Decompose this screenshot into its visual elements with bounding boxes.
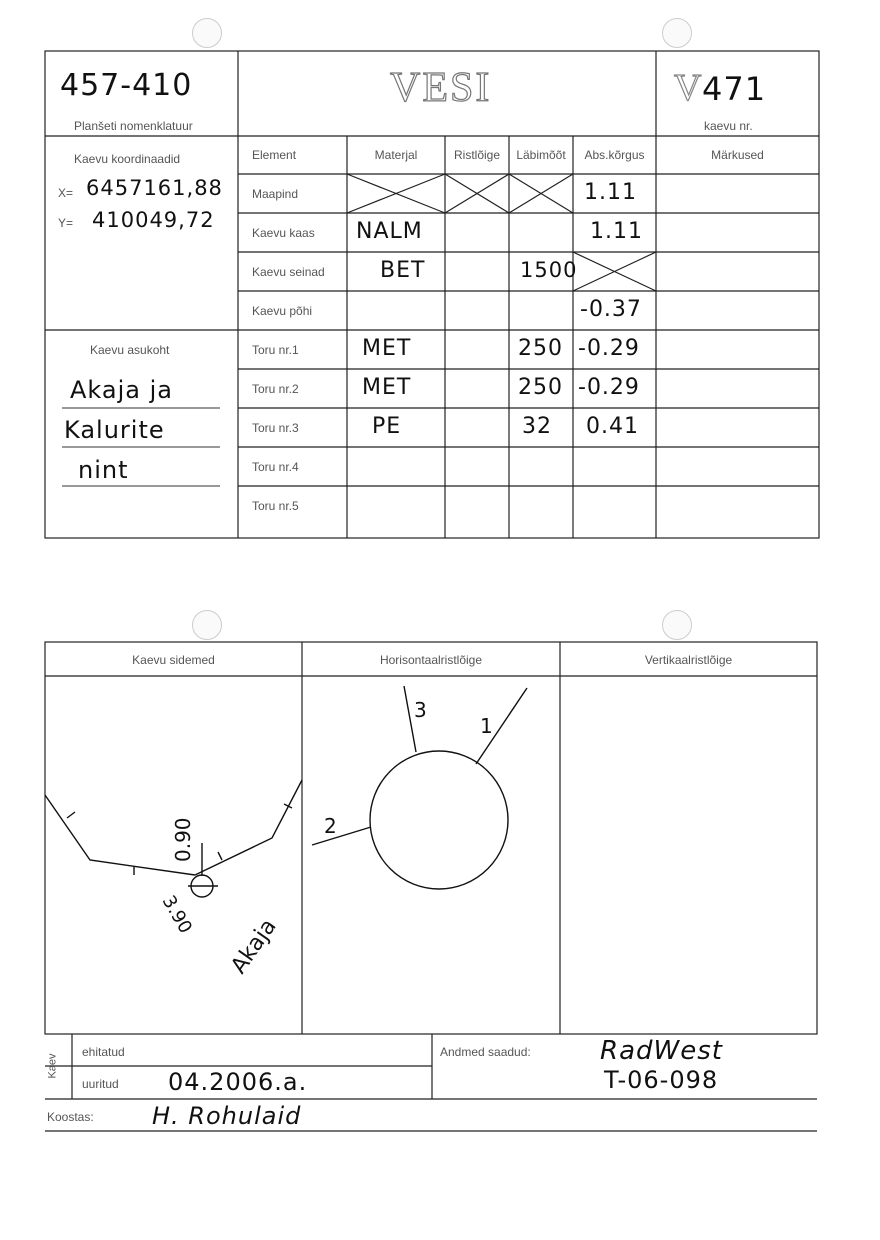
horizontal-title: Horisontaalristlõige [379, 653, 483, 667]
y-label: Y= [58, 216, 74, 230]
table-cell-height: 1.11 [590, 219, 643, 244]
table-cell-material: MET [362, 375, 412, 400]
vertical-title: Vertikaalristlõige [644, 653, 733, 667]
table-row-label: Toru nr.2 [252, 382, 299, 396]
coords-label: Kaevu koordinaadid [74, 152, 181, 166]
location-label: Kaevu asukoht [90, 343, 170, 357]
well-no-label: kaevu nr. [704, 119, 753, 133]
table-cell-material: NALM [356, 219, 423, 244]
well-no-prefix: V [674, 67, 702, 109]
pipe-3-label: 3 [414, 698, 427, 722]
table-cell-diameter: 1500 [520, 258, 578, 282]
location-line-2: Kalurite [64, 416, 165, 444]
surveyed-value: 04.2006.a. [168, 1068, 308, 1096]
table-header-element: Element [252, 148, 297, 162]
dist-2-label: 3.90 [157, 892, 196, 938]
table-cell-height: -0.29 [578, 375, 640, 400]
y-value: 410049,72 [92, 208, 215, 232]
street-label: Akaja [226, 914, 282, 979]
table-cell-material: MET [362, 336, 412, 361]
table-header-diameter: Läbimõõt [516, 148, 566, 162]
data-label: Andmed saadud: [440, 1045, 531, 1059]
compiled-value: H. Rohulaid [152, 1102, 302, 1130]
table-cell-diameter: 250 [518, 336, 563, 361]
table-cell-material: PE [372, 414, 402, 439]
location-line-1: Akaja ja [70, 376, 173, 404]
table-cell-height: -0.29 [578, 336, 640, 361]
built-label: ehitatud [82, 1045, 125, 1059]
compiled-label: Koostas: [47, 1110, 94, 1124]
well-no-value: 471 [702, 70, 767, 108]
form-title: VESI [390, 65, 492, 111]
table-row-label: Toru nr.4 [252, 460, 299, 474]
table-row-label: Toru nr.3 [252, 421, 299, 435]
dist-1-label: 0.90 [171, 817, 195, 862]
x-value: 6457161,88 [86, 176, 223, 200]
table-row-label: Maapind [252, 187, 299, 201]
surveyed-label: uuritud [82, 1077, 119, 1091]
table-cell-height: -0.37 [580, 297, 642, 322]
x-label: X= [58, 186, 74, 200]
table-header-notes: Märkused [711, 148, 764, 162]
data-value-2: T-06-098 [604, 1066, 719, 1094]
pipe-1-label: 1 [480, 714, 493, 738]
table-cell-height: 1.11 [584, 180, 637, 205]
location-line-3: nint [78, 456, 129, 484]
table-row-label: Kaevu põhi [252, 304, 313, 318]
table-cell-height: 0.41 [586, 414, 639, 439]
table-row-label: Toru nr.1 [252, 343, 299, 357]
data-value-1: RadWest [600, 1036, 723, 1066]
pipe-2-label: 2 [324, 814, 337, 838]
nomenclature-value: 457-410 [60, 68, 193, 103]
table-row-label: Kaevu kaas [252, 226, 315, 240]
table-cell-diameter: 32 [522, 414, 552, 439]
table-header-material: Materjal [374, 148, 418, 162]
nomenclature-label: Planšeti nomenklatuur [74, 119, 193, 133]
table-row-label: Toru nr.5 [252, 499, 299, 513]
table-header-section: Ristlõige [453, 148, 501, 162]
table-cell-material: BET [380, 258, 426, 283]
table-row-label: Kaevu seinad [252, 265, 325, 279]
side-label: Kaev [46, 1053, 59, 1079]
connections-title: Kaevu sidemed [132, 653, 215, 667]
table-header-height: Abs.kõrgus [584, 148, 645, 162]
table-cell-diameter: 250 [518, 375, 563, 400]
